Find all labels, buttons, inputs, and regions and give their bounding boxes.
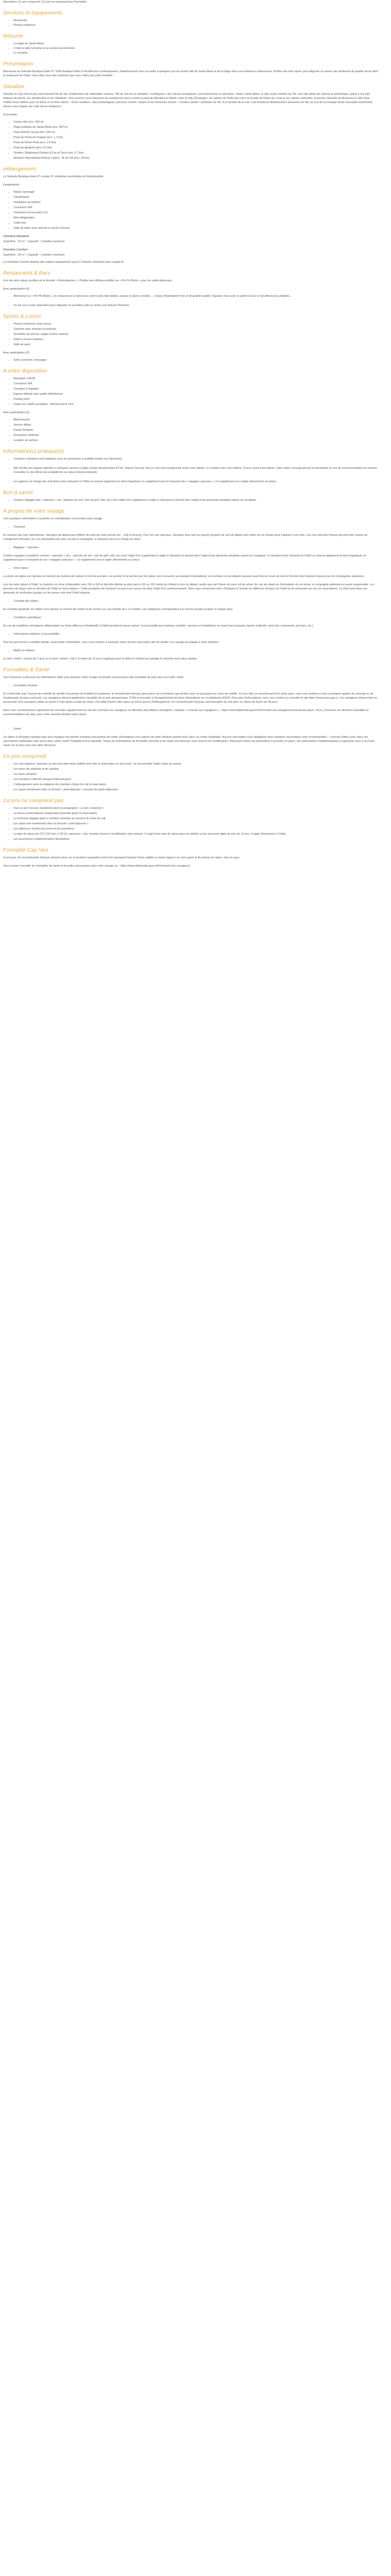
list-item: • Location de voitures bbox=[13, 438, 379, 443]
participation-label: Avec participation (€) : bbox=[3, 351, 31, 354]
list-item: • Assistance médicale bbox=[13, 433, 379, 437]
room-comfort-desc: Superficie : 28 m² - Capacité : 3 adultes maximum bbox=[3, 253, 65, 257]
list-item: • Bienvenue au « Piri Piri Bistro », le restaurant à la carte vous servira des plats italiens, pizzas et autres recettes… à base d'ingrédients frais et de grande qualité. Rajoutez nous avec la pêche du jour et de délicieuses grillades… bbox=[13, 294, 379, 298]
rooms-note: La Chambre Comfort dispose des mêmes équipements que la Chambre Standard avec canapé-lit. bbox=[3, 261, 124, 264]
list-item: • Aéroport International Amílcar Cabral - Île de Sal (env. 18 km) bbox=[13, 156, 379, 160]
list-item: • Bébés et enfants : bbox=[13, 649, 379, 653]
formalite-cv-text: Il est aussi, les ressortissants français doivent entrer sur le territoire capverdien muni d'un passeport français d'une validité au moins égale à six mois après la fin prévue du séjour, dans le pays. bbox=[3, 856, 240, 859]
enfants-list bbox=[3, 649, 379, 653]
list-item: • Certaines chambres sont adaptées pour les personnes à mobilité réduite (sur demande). bbox=[13, 457, 379, 461]
list-item: • Les taxes aéroport bbox=[13, 772, 379, 776]
situation-title: Situation bbox=[3, 83, 24, 90]
presentation-text: Bienvenue au Sobrado Boutique Hotel 4* ! Petit boutique hôtel à l'architecture contemporaine, l'établissement vous accueille à quelques pas du centre-ville de Santa Maria et de la plage dans une ambiance chaleureuse. Profitez de votre séjour pour déguster la cuisine cap verdienne de qualité servie dans le restaurant de l'hôtel. Vous allez vivre des moments que vous n'êtes pas prêts d'oublier ! bbox=[3, 70, 379, 77]
list-item: • L'hébergement selon la catégorie de chambre choisie lors de la réservation bbox=[13, 783, 379, 787]
resume-title: Résumé bbox=[3, 33, 24, 39]
nprix-list bbox=[3, 806, 379, 841]
services-title: Services et équipements bbox=[3, 10, 62, 16]
propos-title: A propos de votre voyage bbox=[3, 508, 65, 514]
list-item: • Tout ce qui n'est pas mentionné dans le paragraphe « Le prix comprend » bbox=[13, 806, 379, 810]
breadcrumb-line: Description Ce prix comprend | Ce prix ne comprend pas Formalités bbox=[3, 1, 87, 4]
list-item: • Les dépenses d'ordre personnel et les pourboires bbox=[13, 827, 379, 831]
list-item: • Praia de Ponta de Fragata (env. 1,7 km) bbox=[13, 135, 379, 140]
bon-list bbox=[3, 498, 379, 502]
list-item: • Transport : bbox=[13, 525, 379, 529]
hebergement-text: Le Sobrado Boutique Hotel 4* compte 51 chambres confortables et fonctionnelles. bbox=[3, 175, 104, 178]
list-item: • Les taxes de solidarité et de carbone bbox=[13, 767, 379, 771]
list-item: • Les transferts collectifs aéroport-hôtel-aéroport bbox=[13, 777, 379, 782]
list-item: • La taxe de séjour de 275 CVE (env. 2,50 €) / personne / nuit, montant soumis à modification sans préavis. Il s'agit d'une taxe de séjour pour les adultes et par personne âgée de plus de 16 ans, à régler directement à l'hôtel. bbox=[13, 832, 379, 836]
list-item: • La situation bbox=[13, 51, 379, 55]
transfert-text: Pour les personnes à mobilité réduite, avant toute confirmation, vous nous invitons à contacter notre service réservation afin de vérifier si le voyage est adapté à votre situation. bbox=[3, 641, 219, 644]
prix-list bbox=[3, 762, 379, 792]
equipements-list bbox=[3, 190, 379, 230]
list-item: • Salle de bains avec douche et sèche-cheveux bbox=[13, 226, 379, 230]
list-item: • Piscine extérieure bbox=[13, 23, 379, 27]
list-item: • Les repas mentionnés dans la formule « petit-déjeuner » incluant les petits-déjeuners bbox=[13, 788, 379, 792]
list-item: • Tenders, Bodyboard Garden & Zoo of Terra (env. 2,7 km) bbox=[13, 151, 379, 155]
list-item: • Certains bagages dits « spéciaux » (ex : planche de surf, club de golf, vélo, etc.) font l'objet d'un supplément à régler à l'aéroport et doivent faire l'objet d'une demande préalable auprès du voyagiste. bbox=[13, 498, 379, 502]
sports-title: Sports & Loisirs bbox=[3, 313, 41, 319]
list-item: • Bagages + spéciaux : bbox=[13, 546, 379, 550]
list-item: • Cartes de crédits acceptées : MasterCard & Visa bbox=[13, 402, 379, 406]
list-item: • Les assurances complémentaires facultatives bbox=[13, 837, 379, 841]
list-item: • La plage de Santa Maria bbox=[13, 42, 379, 46]
presentation-title: Présentation bbox=[3, 61, 34, 67]
formalites-title: Formalités & Santé bbox=[3, 667, 50, 673]
list-item: • Centre-ville (env. 200 m) bbox=[13, 120, 379, 124]
equipements-label: Equipements : bbox=[3, 183, 21, 187]
list-item: • Espace détente avec petite bibliothèque bbox=[13, 392, 379, 396]
sports-list bbox=[3, 322, 379, 347]
list-item: • Salon à niveau extérieur bbox=[13, 337, 379, 342]
sejour-text-2: Lors de votre séjour à l'hôtel, la chambre est mise à disposition vers 15h à 16h et doit être libérée au plus tard à 11h ou 12h (selon les hôtels) le jour du départ, quelle que soit l'heure de votre vol de retour. En cas de retard ou d'annulation du vol retour, la compagnie aérienne est seule responsable. Les pensions de repas sont en fonction de l'hôtel en tout compris « Cette prestation de transport ne pourra en aucun cas faire l'objet d'un remboursement. Nous vous remercions donc d'indiquer à l'arrivée les différents horaires de l'hôtel et du restaurant lors de vos réservations. Le client peut faire une demande de vérification groupe sur les autres vols dont l'hôtel dispose. bbox=[3, 583, 374, 595]
sante-text: Un séjour à l'étranger implique pour tout voyageur de prendre certaines précautions de santé. Renseignez-vous auprès de votre médecin traitant et/ou dans un centre hospitalier. Aucune vaccination n'est obligatoire mais certaines vaccinations sont recommandées : s'assurer d'être à jour dans ses vaccinations habituelles mais aussi dans celles contre l'hépatite A et la typhoïde. Toutes les informations de formalités d'entrée et de santé sont données sous réserve de modifications. Retrouvez toutes les précautions à prendre sur place, des informations complémentaires et apprenez tout ce qu'il faut savoir sur le pays que vous allez découvrir. bbox=[3, 736, 375, 747]
list-item: • Piscine extérieure d'eau douce bbox=[13, 322, 379, 326]
bagages-list bbox=[3, 546, 379, 550]
restaurants-title: Restaurants & Bars bbox=[3, 270, 51, 276]
list-item: • Afin d'éviter les longues attentes à l'aéroport, pensez à régler la taxe aéroportuaire ETSA - Airport Security Tax) en vous pré-enregistrant avant votre départ. Un numéro vous sera délivré, 5 jours avant votre départ. Votre séjour sera garanti par le prestataire en cas de non-présentation du numéro. Consultez le site officiel de la plateforme sur place (email protected). bbox=[13, 466, 379, 474]
sports-paid-list bbox=[3, 358, 379, 362]
list-item: • Conditions spécifiques : bbox=[13, 616, 379, 620]
list-item: • Formalités d'entrée : bbox=[13, 684, 379, 688]
info-list bbox=[3, 457, 379, 484]
formalites-body-2: Nous vous recommandons également de consulter régulièrement le site des Conseils aux voyageurs du Ministère des Affaires étrangères, rubrique « Conseils aux voyageurs » : https://www.diplomatie.gouv.fr/fr/conseils-aux-voyageurs/conseils-par-pays/. Vous y trouverez les dernières actualités et recommandations du pays, pour votre sécurité pendant votre séjour. bbox=[3, 709, 369, 716]
formalite-cv-text-2: Vous pouvez consulter les formalités de santé et de police nécessaires pour votre voyage sur : https://www.diplomatie.gouv.fr/fr/conseils-aux-voyageurs/ bbox=[3, 865, 190, 868]
room-standard-desc: Superficie : 25 m² - Capacité : 2 adultes maximum bbox=[3, 240, 65, 243]
list-item: • Ventilateur de plafond bbox=[13, 200, 379, 205]
disposition-list bbox=[3, 377, 379, 406]
formalites-body: En conformité avec l'accord de contrôle de l'arrêté d'ouverture de frontière Européenne, le ressortissant français peut entrer sur le territoire cap-verdien avec un passeport en cours de validité. Si vous êtes un ressortissant d'un autre pays, nous vous invitons à vous renseigner auprès du consulat ou de l'ambassade du pays concerné. Les voyageurs doivent également s'acquitter de la taxe aéroportuaire (TSA) et procéder à l'enregistrement de leurs informations sur la plateforme EASE. Pour plus d'informations, nous vous invitons à consulter le site https://www.ease.gov.cv. Les voyageurs doivent être en possession d'un passeport valide au moins 6 mois après la date de retour, d'un billet d'avion aller-retour et d'une preuve d'hébergement. Les ressortissants français sont exemptés de visa pour un séjour de moins de 30 jours. bbox=[3, 692, 377, 704]
transport-list bbox=[3, 525, 379, 529]
list-item: • Les galeries en charge des transferts entre l'aéroport et l'hôtel se réserve également le droit d'appliquer un supplément pour le transport des « bagages spéciaux ». Ce supplément est à régler directement sur place. bbox=[13, 480, 379, 484]
info-title: Information(s) pratique(s) bbox=[3, 448, 64, 454]
formalites-entry-list bbox=[3, 684, 379, 688]
list-item: • Blanchisserie bbox=[13, 418, 379, 422]
room-standard-name: Chambre Standard bbox=[3, 235, 29, 238]
propos-text: Voici quelques informations à prendre en considération concernant votre voyage. bbox=[3, 517, 103, 520]
conduite-text: En conduite générale, les hôtels sont classés en termes de confort et de service sur une échelle de 1 à 5 étoiles, ces catégories correspondent aux normes locales propres à chaque pays. bbox=[3, 608, 234, 611]
formalites-text: Vous trouverez ci-dessous les informations utiles pour préparer votre voyage et prendre connaissance des actualités du pays que vous allez visiter. bbox=[3, 676, 185, 679]
proximity-label: A proximité : bbox=[3, 113, 19, 116]
list-item: • Mini-réfrigérateur bbox=[13, 216, 379, 220]
list-item: • Serviettes de piscine / plage (contre caution) bbox=[13, 332, 379, 336]
list-item: • Santé : bbox=[13, 727, 379, 731]
participation-label: Avec participation (€) : bbox=[3, 411, 31, 414]
list-item: • L'hôtel à taille humaine et au service personnalisé bbox=[13, 46, 379, 50]
list-item: • Soins corporels, massages bbox=[13, 358, 379, 362]
list-item: • Restaurant bbox=[13, 19, 379, 23]
climat-list bbox=[3, 616, 379, 620]
list-item: • Balcon aménagé bbox=[13, 190, 379, 194]
bagages-text: Certains bagages considérés comme « spéciaux » (ex. : planche de surf, club de golf, vélo, etc.) font l'objet d'un supplément à régler à l'aéroport et doivent faire l'objet d'une demande préalable auprès du voyagiste. Le transfert entre l'aéroport et l'hôtel se réserve également le droit d'appliquer un supplément pour le transport de ces « bagages spéciaux ». Ce supplément sera à régler directement sur place. bbox=[3, 554, 367, 562]
list-item: • Service affaire bbox=[13, 423, 379, 427]
list-item: • Solarium avec transats et parasols bbox=[13, 327, 379, 331]
restaurants-list bbox=[3, 294, 379, 308]
list-item: • Connexion Wifi bbox=[13, 382, 379, 386]
list-item: • Les vols réguliers, spéciaux ou low-cost aller-retour (billets émis dès la réservation sur low-cost) : (à voir possible d'aller-retour au retour) bbox=[13, 762, 379, 766]
list-item: • Praia de Ponta Preta (env. 2,8 km) bbox=[13, 141, 379, 145]
list-item: • Plage publique de Santa Maria (env. 400 m) bbox=[13, 125, 379, 129]
list-item: • Praia António Sousa (env. 650 m) bbox=[13, 130, 379, 134]
document bbox=[0, 0, 382, 878]
situation-text: Direction le Cap-Vert et plus précisément l'île de Sal ! Entièrement de nationalités cultures, l'Île du Sal est un véritable « melting-pot » de cultures portugaises, sud-américaines et africaines. Visitez Santa Maria, la ville la plus animée de l'île, une ville pleine de charme et authentique, grâce à ses jolis bateaux de pêche, ses architecture et ses habitants. Vous pourrez aussi découvrir de nombreuses lieux comme la baie de Murdeira et Monte Leão, la ville d'Espargos, les salines de Pedra de Lume ou la baie de Pedra de Lume et ses salines naturelles, la piscine naturelle de Buracona et Olho Azul… Chilled aussi célèbre pour sa faune et sa flore marine : récifs coralliens, raies pastenagues, poissons clowns, requins et les fameuses tortues - Caretta-Caretta ! symboles de l'île. A la tombée de la nuit, vous tomberez définitivement amoureux de l'île, au son de la musique locale sensuelle entraînante, laissez-vous happer par cette douce ambiance ! bbox=[3, 93, 373, 108]
disposition-title: A votre disposition bbox=[3, 368, 47, 374]
list-item: • Salle de sport bbox=[13, 343, 379, 347]
list-item: • Le bisous-avion/voiturier (uniquement possible après la réservation) bbox=[13, 811, 379, 816]
list-item: • Praia de Igrejinha (env. 2,5 km) bbox=[13, 146, 379, 150]
list-item: • Informations relatives à l'accessibilité : bbox=[13, 632, 379, 636]
list-item: • Conduite des hôtels : bbox=[13, 599, 379, 603]
disposition-paid-list bbox=[3, 418, 379, 443]
list-item: • Un bar est à votre disposition pour déguster un excellent café ou siroter une boisson Premium. bbox=[13, 303, 379, 308]
sejour-list bbox=[3, 566, 379, 570]
room-comfort-name: Chambre Comfort bbox=[3, 248, 28, 251]
list-item: • Coffre-fort bbox=[13, 221, 379, 225]
hebergement-title: Hébergement bbox=[3, 166, 36, 172]
conduite-list bbox=[3, 599, 379, 603]
list-item: • Consigne à bagages bbox=[13, 387, 379, 391]
bon-title: Bon à savoir bbox=[3, 489, 34, 496]
list-item: • Les repas non-mentionnés dans la formule « petit-déjeuner » bbox=[13, 822, 379, 826]
participation-label: Avec participation (€) : bbox=[3, 287, 31, 291]
nprix-title: Ce prix ne comprend pas bbox=[3, 798, 64, 804]
enfants-text: Le tarif « bébé » (moins de 2 ans) ou le tarif « enfant » (de 2 à moins de 12 ans) s'applique pour le bébé ou l'enfant qui partage la chambre avec deux adultes. bbox=[3, 657, 198, 660]
climat-text: En cas de conditions climatiques défavorables ou d'une affluence inhabituelle à l'hôtel pendant la basse saison, il est possible que certaines activités, services et installations ne soient pas proposés (sports collectifs, mini-club, restaurants, piscines, etc.). bbox=[3, 624, 314, 628]
list-item: • Réception 24h/24 bbox=[13, 377, 379, 381]
proximity-list bbox=[3, 120, 379, 160]
prix-title: Ce prix comprend bbox=[3, 753, 46, 759]
transfert-list bbox=[3, 632, 379, 636]
list-item: • Connexion Wifi bbox=[13, 206, 379, 210]
list-item: • Votre séjour : bbox=[13, 566, 379, 570]
list-item: • Télévision à écran plat LCD bbox=[13, 211, 379, 215]
formalite-cv-title: Formalité Cap Vert bbox=[3, 847, 48, 853]
sejour-text: La durée du séjour est calculée en fonction du nombre de nuitées et non de journées. Le premier et le dernier jour du séjour sont consacrés au transport international. Les arrivées ou les départs peuvent avoir lieu en cours de nuit en fonction des horaires imposés par les compagnies aériennes. bbox=[3, 575, 365, 578]
list-item: • Parking privé bbox=[13, 397, 379, 401]
list-item: • La franchise bagage (quel si mention contraire au moment du choix du vol) bbox=[13, 817, 379, 821]
list-item: • Climatisation bbox=[13, 195, 379, 199]
resume-list bbox=[3, 42, 379, 55]
list-item: • Garde d'enfants bbox=[13, 428, 379, 432]
services-list bbox=[3, 19, 379, 27]
transport-text: En fonction des vols sélectionnés, l'aéroport de départ peut différer de celui de votre arrivée (ex. : Orly et Roissy). Pour les vols spéciaux, l'aéroport ainsi que les grands groupes de vols de départ tous reliés ont un horaire peut s'ajouter à vos frais. Les vols réservés d'heure peuvent être soumis au changement d'horaire. En cas d'annulation de votre vol par la compagnie, le transport sera à la charge du client. bbox=[3, 534, 368, 541]
sante-list bbox=[3, 727, 379, 731]
restaurants-text: Lors de votre séjour, profitez de la formule « Petit-déjeuner ». Profitez des délicieux buffets au « Piri Piri Bistro » pour les petits-déjeuners. bbox=[3, 279, 173, 282]
